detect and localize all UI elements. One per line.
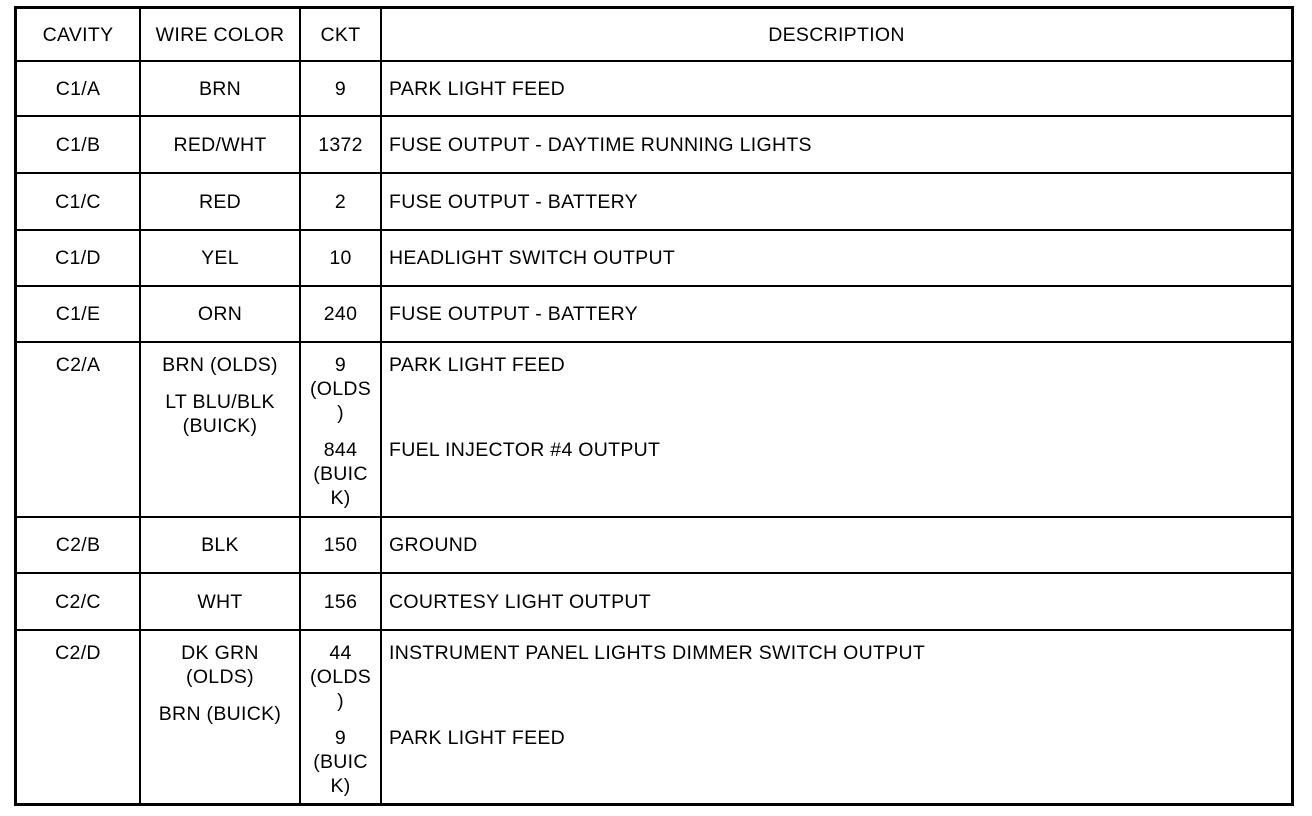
wire-color-text: RED xyxy=(198,190,242,213)
ckt-text: 240 xyxy=(323,303,358,325)
ckt-cell xyxy=(301,117,382,174)
description-cell xyxy=(382,174,1291,231)
description-text: PARK LIGHT FEED xyxy=(389,727,566,749)
wire-color-cell xyxy=(141,231,301,287)
wire-color-cell xyxy=(141,287,301,343)
wire-color-cell xyxy=(141,62,301,117)
ckt-text: 10 xyxy=(329,247,352,269)
header-ckt: CKT xyxy=(301,9,382,62)
description-text: FUSE OUTPUT - BATTERY xyxy=(389,190,638,213)
description-cell xyxy=(382,631,1291,803)
ckt-text: 844 (BUIC K) xyxy=(313,439,368,509)
header-description: DESCRIPTION xyxy=(382,9,1291,62)
description-cell xyxy=(382,343,1291,518)
description-cell xyxy=(382,287,1291,343)
wire-color-cell xyxy=(141,117,301,174)
wire-color-cell xyxy=(141,343,301,518)
ckt-cell xyxy=(301,631,382,803)
description-text: INSTRUMENT PANEL LIGHTS DIMMER SWITCH OUTPUT xyxy=(389,642,926,664)
description-text: FUSE OUTPUT - BATTERY xyxy=(389,303,638,325)
ckt-text: 156 xyxy=(323,590,358,613)
ckt-text: 9 (BUIC K) xyxy=(313,727,368,797)
description-cell xyxy=(382,62,1291,117)
description-text: FUEL INJECTOR #4 OUTPUT xyxy=(389,439,661,461)
wire-color-text: LT BLU/BLK (BUICK) xyxy=(165,391,275,437)
description-text: FUSE OUTPUT - DAYTIME RUNNING LIGHTS xyxy=(389,133,812,156)
wire-color-text: WHT xyxy=(197,590,243,613)
cavity-cell: C2/C xyxy=(17,574,141,631)
wire-color-cell xyxy=(141,518,301,574)
ckt-cell xyxy=(301,62,382,117)
cavity-cell: C1/B xyxy=(17,117,141,174)
header-cavity: CAVITY xyxy=(17,9,141,62)
cavity-cell: C1/E xyxy=(17,287,141,343)
wire-color-cell xyxy=(141,174,301,231)
description-cell xyxy=(382,518,1291,574)
description-cell xyxy=(382,117,1291,174)
description-cell xyxy=(382,231,1291,287)
description-text: PARK LIGHT FEED xyxy=(389,354,566,376)
ckt-cell xyxy=(301,343,382,518)
cavity-cell: C2/B xyxy=(17,518,141,574)
wire-color-text: RED/WHT xyxy=(173,133,267,156)
cavity-cell: C2/D xyxy=(17,631,141,803)
ckt-text: 9 xyxy=(334,77,347,100)
wire-color-text: BRN (OLDS) xyxy=(162,354,278,376)
wire-color-text: BRN xyxy=(198,77,242,100)
cavity-cell: C1/D xyxy=(17,231,141,287)
cavity-cell: C2/A xyxy=(17,343,141,518)
description-text: HEADLIGHT SWITCH OUTPUT xyxy=(389,247,676,269)
ckt-cell xyxy=(301,287,382,343)
ckt-text: 44 (OLDS ) xyxy=(309,642,372,712)
wire-color-text: BLK xyxy=(201,534,239,556)
cavity-cell: C1/C xyxy=(17,174,141,231)
connector-pinout-table xyxy=(14,6,1294,806)
wire-color-text: ORN xyxy=(197,303,243,325)
ckt-text: 2 xyxy=(334,190,347,213)
wire-color-cell xyxy=(141,631,301,803)
wire-color-text: YEL xyxy=(201,247,239,269)
wire-color-cell xyxy=(141,574,301,631)
wire-color-text: BRN (BUICK) xyxy=(158,703,282,725)
header-wire-color: WIRE COLOR xyxy=(141,9,301,62)
ckt-cell xyxy=(301,574,382,631)
description-text: GROUND xyxy=(389,534,478,556)
ckt-text: 9 (OLDS ) xyxy=(309,354,372,424)
description-text: PARK LIGHT FEED xyxy=(389,77,566,100)
wire-color-text: DK GRN (OLDS) xyxy=(181,642,259,688)
description-cell xyxy=(382,574,1291,631)
cavity-cell: C1/A xyxy=(17,62,141,117)
ckt-text: 150 xyxy=(323,534,358,556)
ckt-cell xyxy=(301,231,382,287)
description-text: COURTESY LIGHT OUTPUT xyxy=(389,590,652,613)
ckt-cell xyxy=(301,518,382,574)
ckt-text: 1372 xyxy=(318,133,363,156)
ckt-cell xyxy=(301,174,382,231)
